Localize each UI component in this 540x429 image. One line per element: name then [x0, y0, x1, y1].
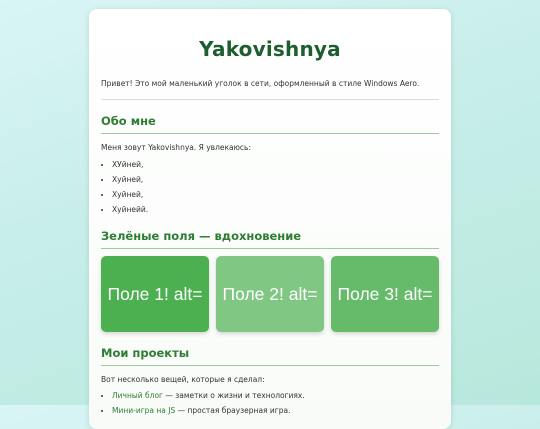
divider — [101, 99, 439, 100]
project-list — [101, 391, 305, 421]
list-item — [112, 406, 305, 421]
list-item — [112, 391, 305, 406]
about-heading: Обо мне — [101, 114, 439, 134]
list-item: • Хуйнейй. — [112, 205, 148, 220]
list-item: • Хуйней, — [112, 175, 148, 190]
list-item: • ХУйней, — [112, 160, 148, 175]
fields-heading: Зелёные поля — вдохновение — [101, 229, 439, 249]
project-link-game[interactable]: Мини-игра на JS — [112, 406, 176, 415]
about-text: Меня зовут Yakovishnya. Я увлекаюсь: — [101, 143, 251, 152]
field-tile-1: Поле 1! alt= — [101, 256, 209, 332]
field-gallery — [101, 256, 439, 332]
project-desc: — заметки о жизни и технологиях. — [162, 391, 305, 400]
list-item: • Хуйней, — [112, 190, 148, 205]
project-desc: — простая браузерная игра. — [175, 406, 291, 415]
field-tile-2: Поле 2! alt= — [216, 256, 324, 332]
content-card — [89, 9, 451, 429]
projects-text: Вот несколько вещей, которые я сделал: — [101, 375, 265, 384]
projects-heading: Мои проекты — [101, 346, 439, 366]
field-tile-3: Поле 3! alt= — [331, 256, 439, 332]
site-title: Yakovishnya — [199, 37, 341, 61]
hobby-list — [101, 160, 148, 220]
project-link-blog[interactable]: Личный блог — [112, 391, 163, 400]
intro-text: Привет! Это мой маленький уголок в сети, оформленный в стиле Windows Aero. — [101, 79, 420, 88]
